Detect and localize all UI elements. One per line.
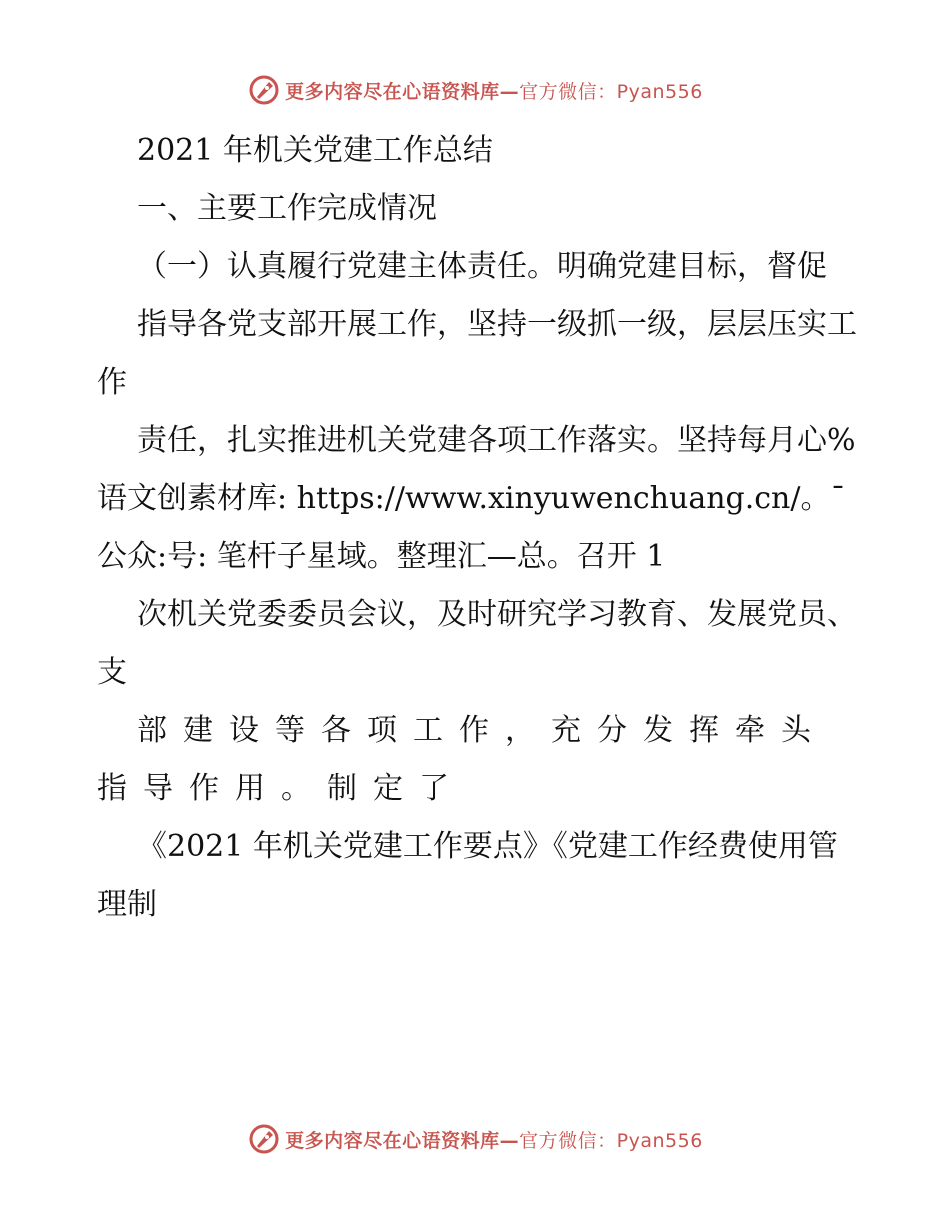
watermark-contact: 官方微信：Pyan556 [519,1129,703,1152]
paragraph-4: 次机关党委委员会议，及时研究学习教育、发展党员、支 [97,597,857,690]
section-heading: 一、主要工作完成情况 [137,191,437,226]
watermark-text: 更多内容尽在心语资料库— [285,80,520,103]
watermark-text: 更多内容尽在心语资料库— [285,1129,520,1152]
paragraph-3: 责任，扎实推进机关党建各项工作落实。坚持每月心%语文创素材库: https://www.xinyuwenchuang.cn/。¯公众:号: 笔杆子星域。整理汇—总。召开 1 [97,423,856,574]
watermark-banner-bottom [0,1119,950,1159]
paragraph-2: 指导各党支部开展工作，坚持一级抓一级，层层压实工作 [97,307,857,400]
paragraph-5: 部建设等各项工作，充分发挥牵头指导作用。制定了 [97,713,827,806]
pen-nib-logo-icon [247,73,281,107]
paragraph-6: 《2021 年机关党建工作要点》《党建工作经费使用管理制 [97,829,838,922]
paragraph-1: （一）认真履行党建主体责任。明确党建目标，督促 [137,249,827,284]
document-title: 2021 年机关党建工作总结 [137,133,493,168]
watermark-banner-top [0,70,950,110]
document-body [97,122,857,934]
pen-nib-logo-icon [247,1122,281,1156]
watermark-contact: 官方微信：Pyan556 [519,80,703,103]
